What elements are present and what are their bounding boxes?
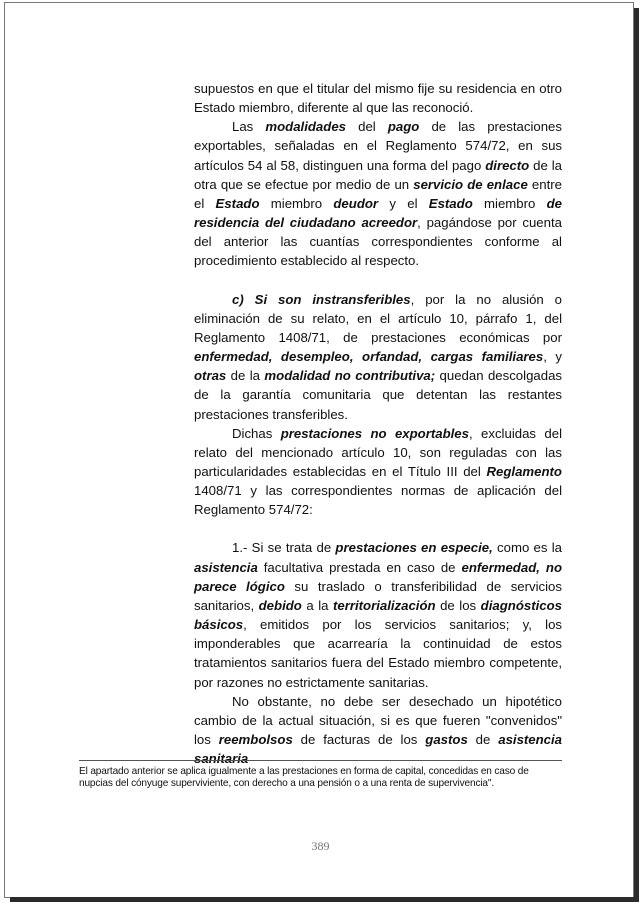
text-run: su traslado o transferibilidad de servicios sanitarios, — [194, 578, 562, 613]
emphasis-text: enfermedad, desempleo, orfandad, cargas familiares — [194, 349, 544, 365]
emphasis-text: territorialización — [332, 597, 436, 613]
text-run: de los — [435, 597, 481, 613]
page-number: 389 — [311, 839, 330, 853]
emphasis-text: modalidad no contributiva; — [264, 368, 436, 384]
page-shadow-right — [634, 8, 639, 900]
emphasis-text: asistencia sanitaria — [194, 732, 563, 767]
emphasis-text: directo — [485, 157, 530, 173]
text-run: Las — [232, 119, 266, 135]
text-run: del — [346, 119, 388, 135]
paragraph — [194, 290, 562, 424]
paragraph — [194, 117, 562, 270]
text-run: de — [467, 732, 499, 747]
emphasis-text: deudor — [333, 195, 379, 211]
text-run: de las prestaciones exportables, señaladas en el Reglamento 574/72, en sus artículos 54 al 58, distinguen una forma del pago — [194, 119, 562, 173]
text-run: , y — [543, 349, 563, 365]
emphasis-text: prestaciones en especie, — [335, 540, 493, 556]
paragraph — [194, 79, 562, 117]
emphasis-text: Estado — [428, 195, 473, 211]
emphasis-text: enfermedad, no parece lógico — [194, 559, 562, 594]
emphasis-text: c) Si son instransferibles — [232, 291, 411, 307]
text-run: miembro — [472, 195, 547, 211]
footnote-separator — [79, 760, 562, 761]
page-shadow-bottom — [10, 897, 639, 902]
emphasis-text: gastos — [425, 732, 468, 747]
footnote: El apartado anterior se aplica igualmente a las prestaciones en forma de capital, concedidas en caso de nupcias del cónyuge superviviente, con derecho a una pensión o a una renta de supervivencia". — [79, 766, 529, 789]
text-run: de la — [226, 368, 265, 384]
emphasis-text: debido — [258, 597, 302, 613]
emphasis-text: de residencia del ciudadano acreedor — [194, 195, 562, 231]
text-run: de la otra que se efectue por medio de un — [194, 157, 562, 192]
emphasis-text: pago — [387, 119, 420, 135]
text-run: a la — [301, 597, 333, 613]
text-run: miembro — [259, 195, 334, 211]
text-run: y el — [378, 195, 429, 211]
text-run: , pagándose por cuenta del anterior las cuantías correspondientes conforme al procedimiento establecido al respecto. — [194, 215, 562, 269]
text-run: quedan descolgadas de la garantía comunitaria que detentan las restantes prestaciones transferibles. — [194, 368, 563, 422]
text-run: de facturas de los — [292, 732, 426, 747]
text-run: Dichas — [232, 425, 281, 441]
paragraph-gap — [194, 519, 562, 538]
emphasis-text: prestaciones no exportables — [280, 425, 469, 441]
paragraph-gap — [194, 271, 562, 290]
emphasis-text: Reglamento — [486, 463, 562, 479]
emphasis-text: modalidades — [265, 119, 346, 135]
text-run: , excluidas del relato del mencionado artículo 10, son reguladas con las particularidades establecidas en el Título III del — [194, 425, 562, 479]
text-run: 1.- Si se trata de — [232, 540, 336, 556]
paragraph — [194, 424, 562, 520]
paragraph — [194, 692, 562, 769]
text-run: , emitidos por los servicios sanitarios; y, los imponderables que acarrearía la continuidad de estos tratamientos sanitarios fuera del Estado miembro competente, por razones no estrictamente sanitarias. — [194, 617, 562, 690]
body-text — [194, 79, 562, 768]
text-run: No obstante, no debe ser desechado un hipotético cambio de la actual situación, si es que fueren "convenidos" los — [194, 693, 562, 747]
emphasis-text: servicio de enlace — [413, 176, 528, 192]
text-run: , por la no alusión o eliminación de su relato, en el artículo 10, párrafo 1, del Reglamento 1408/71, de prestaciones económicas por — [194, 291, 562, 345]
text-run: 1408/71 y las correspondientes normas de aplicación del Reglamento 574/72: — [194, 483, 562, 518]
text-run: supuestos en que el titular del mismo fije su residencia en otro Estado miembro, diferente al que las reconoció. — [194, 81, 562, 116]
emphasis-text: Estado — [215, 195, 260, 211]
emphasis-text: asistencia — [194, 559, 258, 575]
emphasis-text: reembolsos — [218, 732, 293, 747]
emphasis-text: otras — [194, 368, 227, 384]
text-run: como es la — [492, 540, 562, 556]
emphasis-text: diagnósticos básicos — [194, 597, 562, 633]
paragraph — [194, 538, 562, 691]
text-run: facultativa prestada en caso de — [257, 559, 462, 575]
text-run: entre el — [194, 176, 562, 211]
